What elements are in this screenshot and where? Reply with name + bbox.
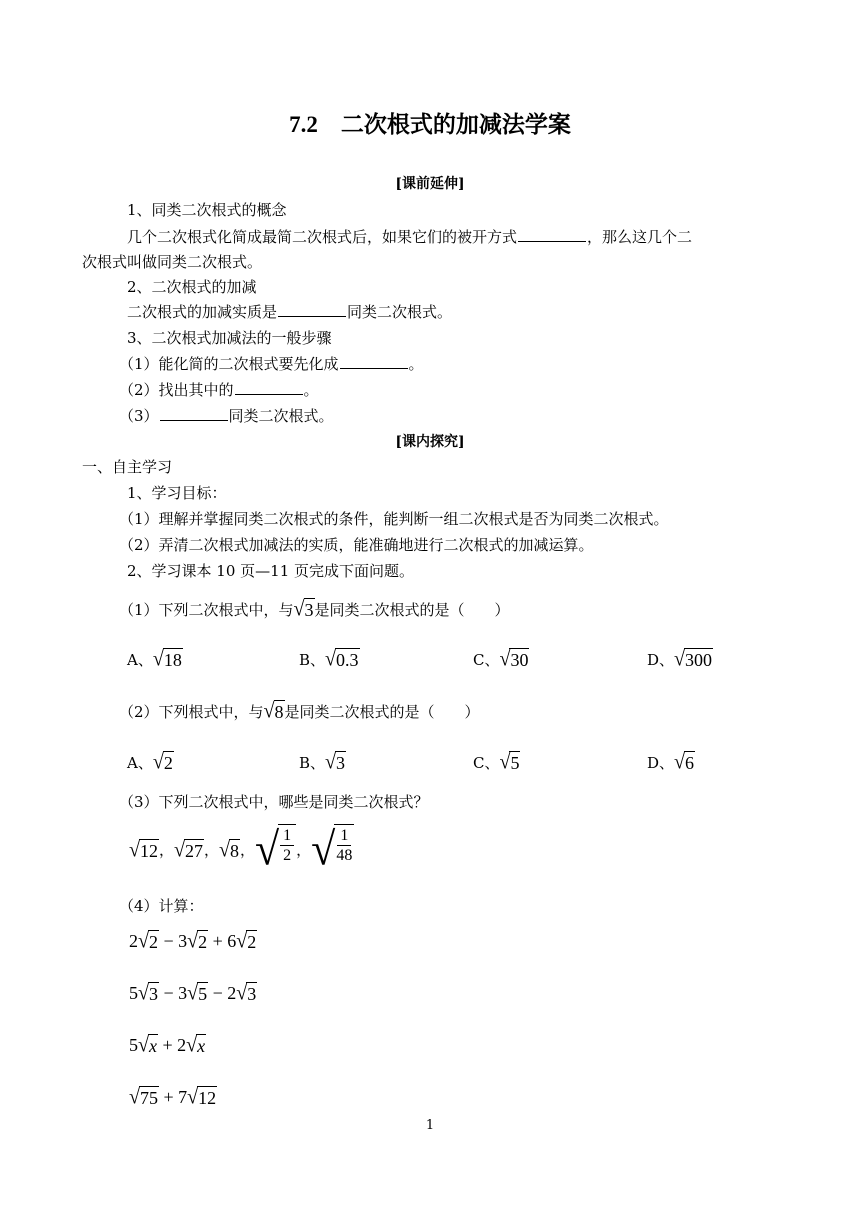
sqrt-expr: √ 8 (263, 699, 284, 723)
step2-a: （2）找出其中的 (119, 381, 234, 399)
sqrt-expr: √ 12 (129, 837, 158, 862)
sqrt-fraction: √ $\frac{1}{2}$ (255, 824, 296, 876)
question-4: （4）计算： (119, 897, 204, 915)
numerator: 1 (280, 827, 294, 846)
calc-expr-2 (129, 982, 257, 1005)
operator: − 3 (158, 931, 188, 951)
item1-text-cont: 次根式叫做同类二次根式。 (82, 253, 263, 271)
radicand: 6 (685, 753, 695, 773)
radicand: 12 (139, 840, 158, 861)
item2-heading: 2、二次根式的加减 (127, 278, 257, 296)
option-label: D、 (647, 650, 675, 669)
item3-heading: 3、二次根式加减法的一般步骤 (127, 329, 332, 347)
sqrt-expr: √ 2 (138, 929, 158, 953)
q2-option-a[interactable] (127, 751, 299, 774)
q1-option-c[interactable] (473, 648, 647, 671)
item1-text (127, 227, 692, 247)
radicand: x (197, 1036, 206, 1056)
sqrt-expr: √ 30 (499, 647, 529, 671)
option-label: B、 (299, 650, 326, 669)
separator: ， (296, 841, 312, 859)
sqrt-expr: √ x (138, 1033, 157, 1057)
radicand: 3 (148, 984, 158, 1004)
goals-heading: 1、学习目标： (127, 484, 227, 502)
radicand: 75 (139, 1088, 158, 1108)
operator: + 2 (157, 1035, 187, 1055)
step3-a: （3） (119, 407, 159, 425)
radicand: 3 (304, 600, 314, 620)
radicand: 8 (229, 840, 239, 861)
radicand: 3 (247, 984, 257, 1004)
step2-b: 。 (303, 381, 319, 399)
sqrt-expr: √ 300 (674, 647, 713, 671)
radicand: 2 (198, 932, 208, 952)
item2-text-b: 同类二次根式。 (347, 303, 453, 321)
fill-blank-4[interactable] (235, 380, 303, 395)
calc-expr-3 (129, 1034, 206, 1057)
study-instruction: 2、学习课本 10 页—11 页完成下面问题。 (127, 562, 415, 580)
page-number: 1 (425, 1118, 435, 1133)
sqrt-expr: √ 5 (187, 981, 208, 1005)
option-label: C、 (473, 753, 500, 772)
coefficient: 5 (129, 1035, 138, 1055)
page-title: 7.2 二次根式的加减法学案 (289, 112, 571, 137)
question-1 (119, 598, 510, 621)
option-label: B、 (299, 753, 326, 772)
radicand: 8 (274, 702, 284, 722)
separator: ， (239, 841, 255, 859)
separator: ， (158, 841, 174, 859)
q1-text-b: 是同类二次根式的是（ ） (314, 600, 510, 619)
sqrt-expr: √ 2 (152, 750, 173, 774)
question-2 (119, 700, 480, 723)
denominator: 2 (283, 847, 292, 864)
part1-heading: 一、自主学习 (82, 458, 173, 476)
operator: + 7 (158, 1087, 188, 1107)
option-label: A、 (127, 650, 153, 669)
item1-text-a: 几个二次根式化简成最简二次根式后，如果它们的被开方式 (127, 228, 518, 246)
sqrt-expr: √ 3 (138, 981, 158, 1005)
q2-text-b: 是同类二次根式的是（ ） (284, 702, 480, 721)
calc-expr-4 (129, 1086, 217, 1109)
radicand: 0.3 (336, 650, 359, 670)
step1 (119, 354, 424, 374)
sqrt-expr: √ 8 (219, 837, 239, 862)
calc-expr-1 (129, 930, 257, 953)
denominator: 48 (336, 847, 353, 864)
radicand: 2 (148, 932, 158, 952)
q2-option-c[interactable] (473, 751, 647, 774)
separator: ， (203, 841, 219, 859)
option-label: D、 (647, 753, 675, 772)
option-label: A、 (127, 753, 153, 772)
radicand: 300 (685, 650, 713, 670)
option-label: C、 (473, 650, 500, 669)
sqrt-expr: √ 5 (499, 750, 520, 774)
operator: − 2 (208, 983, 237, 1003)
sqrt-expr: √ 3 (325, 750, 346, 774)
fraction (334, 824, 354, 876)
q2-text-a: （2）下列根式中，与 (119, 702, 264, 721)
q3-radicals (129, 824, 354, 876)
q2-option-b[interactable] (299, 751, 473, 774)
item1-text-b: ，那么这几个二 (587, 228, 693, 246)
sqrt-expr: √ 2 (187, 929, 208, 953)
operator: + 6 (208, 931, 237, 951)
radicand: 5 (510, 753, 520, 773)
coefficient: 2 (129, 931, 138, 951)
fill-blank-3[interactable] (340, 354, 408, 369)
fill-blank-5[interactable] (160, 406, 228, 421)
sqrt-expr: √ 75 (129, 1085, 158, 1109)
sqrt-expr: √ 2 (236, 929, 257, 953)
item2-text (127, 302, 452, 322)
q2-option-d[interactable] (647, 751, 695, 774)
goal-2: （2）弄清二次根式加减法的实质，能准确地进行二次根式的加减运算。 (119, 536, 594, 554)
radicand: 27 (184, 840, 203, 861)
sqrt-expr: √ 18 (152, 647, 182, 671)
operator: − 3 (158, 983, 188, 1003)
step1-a: （1）能化简的二次根式要先化成 (119, 355, 339, 373)
step2 (119, 380, 319, 400)
item2-text-a: 二次根式的加减实质是 (127, 303, 278, 321)
numerator: 1 (337, 827, 351, 846)
sqrt-fraction: √ $\frac{1}{48}$ (311, 823, 353, 876)
coefficient: 5 (129, 983, 138, 1003)
radicand: x (148, 1036, 157, 1056)
q2-options (127, 751, 747, 774)
section-heading-in: [课内探究] (395, 434, 465, 450)
fill-blank-2[interactable] (278, 302, 346, 317)
sqrt-expr: √ 3 (236, 981, 257, 1005)
fraction (278, 824, 296, 876)
q1-option-b[interactable] (299, 648, 473, 671)
step1-b: 。 (408, 355, 424, 373)
sqrt-expr: √ 6 (674, 750, 695, 774)
q1-option-d[interactable] (647, 648, 713, 671)
q1-option-a[interactable] (127, 648, 299, 671)
sqrt-expr: √ 12 (187, 1085, 217, 1109)
radicand: 12 (198, 1088, 217, 1108)
radicand: 18 (163, 650, 182, 670)
goal-1: （1）理解并掌握同类二次根式的条件，能判断一组二次根式是否为同类二次根式。 (119, 510, 669, 528)
step3 (119, 406, 334, 426)
radicand: 2 (163, 753, 173, 773)
sqrt-expr: √ 3 (293, 597, 314, 621)
sqrt-expr: √ 0.3 (325, 647, 359, 671)
fill-blank-1[interactable] (518, 227, 586, 242)
section-heading-pre: [课前延伸] (395, 176, 465, 192)
q1-options (127, 648, 747, 671)
sqrt-expr: √ 27 (174, 837, 203, 862)
step3-b: 同类二次根式。 (228, 407, 334, 425)
item1-heading: 1、同类二次根式的概念 (127, 201, 287, 219)
sqrt-expr: √ x (186, 1033, 206, 1057)
radicand: 30 (510, 650, 529, 670)
radicand: 2 (247, 932, 257, 952)
q1-text-a: （1）下列二次根式中，与 (119, 600, 294, 619)
question-3: （3）下列二次根式中，哪些是同类二次根式？ (119, 793, 429, 811)
radicand: 5 (198, 984, 208, 1004)
radicand: 3 (336, 753, 346, 773)
